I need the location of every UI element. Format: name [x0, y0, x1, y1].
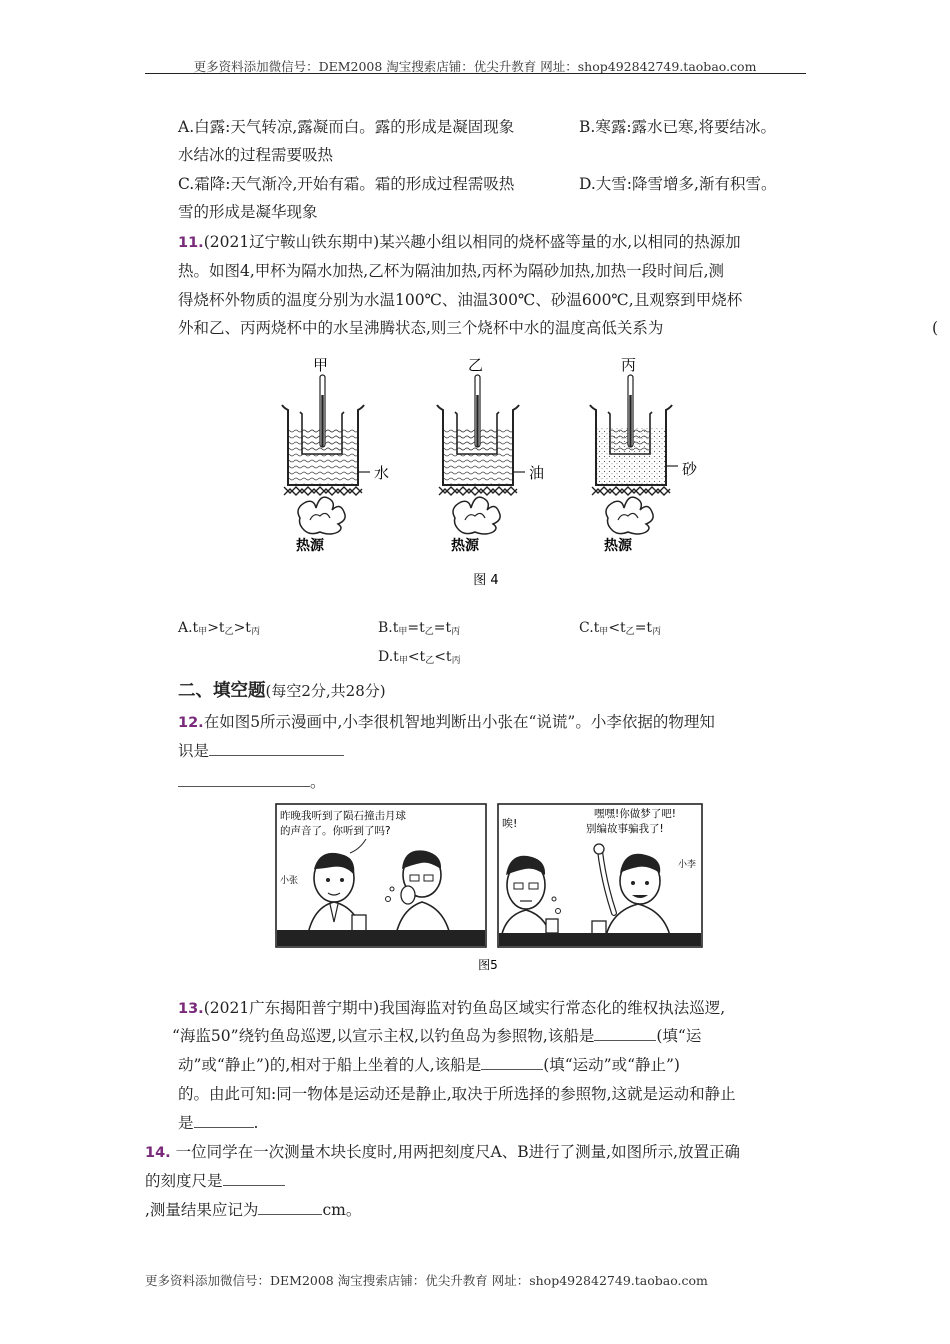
q13-text-3b: (填“运动”或“静止”) — [543, 1056, 680, 1074]
q10-option-c: C.霜降:天气渐冷,开始有霜。霜的形成过程需吸热 — [178, 175, 515, 193]
q12-number: 12. — [178, 715, 204, 731]
figure-4 — [260, 350, 720, 595]
q14-number: 14. — [145, 1145, 171, 1161]
medium-label-oil: 油 — [529, 464, 545, 482]
q11-option-b-sub1: 甲 — [398, 627, 408, 637]
q13-line-2 — [172, 1026, 701, 1046]
q11-option-b-sub2: 乙 — [424, 627, 434, 637]
q13-line-3 — [178, 1055, 680, 1075]
q11-option-d-sub3: 丙 — [451, 656, 461, 666]
q14-line-2 — [145, 1171, 285, 1191]
name-label-xiaoli: 小李 — [678, 860, 697, 870]
beaker-yi — [437, 356, 544, 554]
q13-text-5b: . — [253, 1114, 259, 1132]
q11-option-c-sub2: 乙 — [625, 627, 635, 637]
q13-text-2a: “海监50”绕钓鱼岛巡逻,以宣示主权,以钓鱼岛为参照物,该船是 — [172, 1027, 595, 1045]
q13-line-1 — [178, 998, 725, 1019]
section-score-note: (每空2分,共28分) — [265, 682, 386, 700]
beaker-label-jia: 甲 — [313, 356, 329, 374]
q13-text-1: (2021广东揭阳普宁期中)我国海监对钓鱼岛区域实行常态化的维权执法巡逻, — [203, 999, 726, 1017]
q10-option-d: D.大雪:降雪增多,渐有积雪。 — [579, 175, 777, 193]
q11-option-b-mid2: =t — [433, 620, 452, 636]
q14-text-3a: ,测量结果应记为 — [145, 1201, 259, 1219]
q12-answer-blank-1[interactable] — [209, 741, 344, 756]
q13-text-5a: 是 — [178, 1114, 194, 1132]
speech-bubble-xiaozhang-1: 昨晚我听到了陨石撞击月球 — [280, 810, 406, 822]
q14-text-1: 一位同学在一次测量木块长度时,用两把刻度尺A、B进行了测量,如图所示,放置正确 — [175, 1143, 740, 1161]
q11-option-d-text: D.t — [378, 649, 399, 665]
q13-answer-blank-1[interactable] — [594, 1026, 656, 1041]
q11-option-b[interactable] — [378, 620, 460, 637]
q12-line-2 — [178, 741, 344, 761]
q11-option-c-mid1: <t — [608, 620, 626, 636]
q11-option-c-text: C.t — [579, 620, 600, 636]
q11-line-3: 得烧杯外物质的温度分别为水温100℃、油温300℃、砂温600℃,且观察到甲烧杯 — [178, 291, 743, 309]
section-heading — [178, 677, 386, 702]
q11-option-a-mid2: >t — [233, 620, 251, 636]
q10-option-b: B.寒露:露水已寒,将要结冰。 — [579, 118, 776, 136]
q11-option-c-mid2: =t — [634, 620, 653, 636]
beaker-label-yi: 乙 — [468, 356, 484, 374]
q11-option-a-sub3: 丙 — [250, 627, 260, 637]
q13-line-4: 的。由此可知:同一物体是运动还是静止,取决于所选择的参照物,这就是运动和静止 — [178, 1085, 736, 1103]
q14-text-2: 的刻度尺是 — [145, 1172, 223, 1190]
q13-answer-blank-3[interactable] — [194, 1113, 254, 1128]
q10-option-a: A.白露:天气转凉,露凝而白。露的形成是凝固现象 — [178, 118, 515, 136]
q13-text-2b: (填“运 — [656, 1027, 702, 1045]
page-header: 更多资料添加微信号：DEM2008 淘宝搜索店铺：优尖升教育 网址：shop492842749.taobao.com — [193, 59, 757, 74]
q11-option-d[interactable] — [378, 649, 461, 666]
q11-option-d-sub2: 乙 — [425, 656, 435, 666]
q11-option-d-mid1: <t — [407, 649, 426, 665]
speech-bubble-xiaoli-1: 嘿嘿!你做梦了吧! — [594, 808, 676, 820]
q11-line-2: 热。如图4,甲杯为隔水加热,乙杯为隔油加热,丙杯为隔砂加热,加热一段时间后,测 — [178, 262, 724, 280]
heat-source-label-1: 热源 — [296, 538, 324, 554]
comic-panel-1 — [276, 804, 486, 947]
comic-panel-2 — [498, 804, 702, 947]
q11-option-a-text: A.t — [178, 620, 199, 636]
medium-label-water: 水 — [374, 464, 390, 482]
q10-option-d-cont: 雪的形成是凝华现象 — [178, 203, 318, 221]
q11-text-1: (2021辽宁鞍山铁东期中)某兴趣小组以相同的烧杯盛等量的水,以相同的热源加 — [203, 233, 741, 251]
q11-option-d-mid2: <t — [434, 649, 452, 665]
q10-option-b-cont: 水结冰的过程需要吸热 — [178, 146, 334, 164]
q12-line-1 — [178, 712, 715, 733]
q11-option-c-sub3: 丙 — [652, 627, 662, 637]
figure-5-comic — [274, 803, 704, 975]
q14-answer-blank-2[interactable] — [258, 1200, 322, 1215]
q11-option-c[interactable] — [579, 620, 661, 637]
q13-answer-blank-2[interactable] — [481, 1055, 543, 1070]
q11-option-a-mid1: >t — [207, 620, 225, 636]
figure-4-caption: 图 4 — [473, 573, 499, 588]
q13-number: 13. — [178, 1001, 204, 1017]
q11-option-b-mid1: =t — [407, 620, 425, 636]
q12-text-1: 在如图5所示漫画中,小李很机智地判断出小张在“说谎”。小李依据的物理知 — [203, 713, 715, 731]
q11-number: 11. — [178, 235, 204, 251]
speech-bubble-xiaoli-2: 别编故事骗我了! — [586, 823, 664, 835]
q11-option-a-sub1: 甲 — [198, 627, 208, 637]
name-label-xiaozhang: 小张 — [280, 876, 299, 886]
q11-option-a[interactable] — [178, 620, 260, 637]
q14-answer-blank-1[interactable] — [223, 1171, 285, 1186]
q12-line-3 — [178, 772, 326, 792]
beaker-jia — [282, 356, 389, 554]
page-footer: 更多资料添加微信号：DEM2008 淘宝搜索店铺：优尖升教育 网址：shop492842749.taobao.com — [145, 1273, 708, 1288]
speech-bubble-sigh: 唉! — [502, 817, 518, 830]
q12-text-3: 。 — [310, 773, 326, 791]
figure-5-caption: 图5 — [478, 958, 498, 972]
medium-label-sand: 砂 — [682, 460, 698, 478]
q11-option-d-sub1: 甲 — [398, 656, 408, 666]
q11-line-1 — [178, 232, 741, 253]
beaker-label-bing: 丙 — [621, 356, 637, 374]
q13-text-3a: 动”或“静止”)的,相对于船上坐着的人,该船是 — [178, 1056, 482, 1074]
q12-text-2: 识是 — [178, 742, 210, 760]
q11-option-b-sub3: 丙 — [451, 627, 461, 637]
q14-text-3b: cm。 — [322, 1201, 362, 1219]
q13-line-5 — [178, 1113, 258, 1133]
beaker-bing — [590, 356, 698, 554]
q11-option-a-sub2: 乙 — [224, 627, 234, 637]
speech-bubble-xiaozhang-2: 的声音了。你听到了吗? — [280, 825, 391, 837]
heat-source-label-2: 热源 — [451, 538, 479, 554]
q11-option-c-sub1: 甲 — [599, 627, 609, 637]
q11-option-b-text: B.t — [378, 620, 399, 636]
heat-source-label-3: 热源 — [604, 538, 632, 554]
header-rule — [145, 73, 806, 74]
q14-line-3 — [145, 1200, 361, 1220]
q12-answer-blank-2[interactable] — [178, 772, 310, 787]
q14-line-1 — [145, 1142, 740, 1163]
q11-line-4: 外和乙、丙两烧杯中的水呈沸腾状态,则三个烧杯中水的温度高低关系为 — [178, 319, 664, 337]
section-title: 二、填空题 — [178, 681, 266, 701]
q11-answer-paren: ( — [932, 319, 939, 337]
